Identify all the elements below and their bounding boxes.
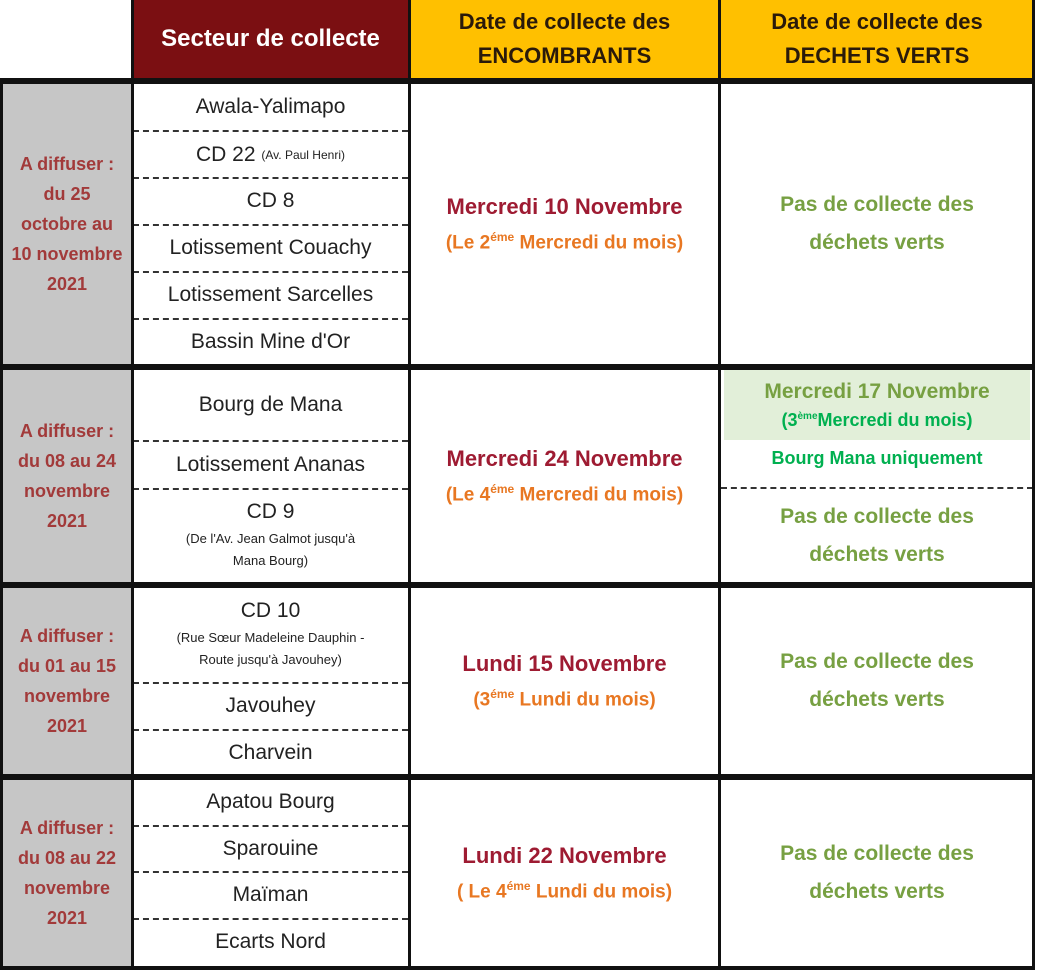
verts-line: déchets verts <box>809 880 945 903</box>
encombrants-date: Lundi 22 Novembre <box>462 842 667 868</box>
sector-name: Javouhey <box>225 694 316 717</box>
verts-line: Pas de collecte des <box>780 193 974 216</box>
verts-special-date: Mercredi 17 Novembre <box>764 379 990 403</box>
sector-cell <box>133 919 408 965</box>
sector-divider <box>133 488 408 490</box>
sector-divider <box>133 271 408 273</box>
header-sector-label: Secteur de collecte <box>161 25 380 52</box>
period-row-2 <box>3 370 131 582</box>
sector-cell <box>133 779 408 825</box>
verts-line: déchets verts <box>809 543 945 566</box>
sector-divider <box>133 825 408 827</box>
sector-cell <box>133 826 408 872</box>
verts-cell-row-4 <box>721 780 1033 966</box>
sector-cell <box>133 872 408 918</box>
period-text: 2021 <box>46 274 88 294</box>
period-text: du 25 <box>43 184 91 204</box>
encombrants-date: Mercredi 10 Novembre <box>446 193 683 219</box>
period-row-1 <box>3 84 131 364</box>
verts-special-frequency: (3èmeMercredi du mois) <box>781 409 973 430</box>
sector-name: CD 9 <box>246 499 295 523</box>
period-text: A diffuser : <box>19 154 115 174</box>
sector-divider <box>133 130 408 132</box>
sector-name: CD 8 <box>246 189 295 212</box>
sector-cell <box>133 683 408 729</box>
verts-divider <box>721 487 1033 489</box>
sector-cell <box>133 730 408 776</box>
sector-cell <box>133 225 408 271</box>
period-text: A diffuser : <box>19 626 115 646</box>
sector-divider <box>133 224 408 226</box>
period-text: octobre au <box>20 214 113 234</box>
header-verts-line2: DECHETS VERTS <box>784 43 970 68</box>
sector-name: Ecarts Nord <box>215 930 326 953</box>
header-verts-line1: Date de collecte des <box>771 9 983 34</box>
period-text: 2021 <box>46 908 88 928</box>
verts-cell-row-1 <box>721 84 1033 364</box>
sector-note: (Av. Paul Henri) <box>261 148 345 162</box>
verts-line: déchets verts <box>809 688 945 711</box>
period-text: novembre <box>23 878 111 898</box>
sector-divider <box>133 918 408 920</box>
sector-name: Apatou Bourg <box>206 790 335 813</box>
period-text: du 08 au 24 <box>17 451 117 471</box>
period-text: A diffuser : <box>19 818 115 838</box>
sector-cell <box>133 370 408 440</box>
sector-cell <box>133 489 408 582</box>
encombrants-cell-row-3 <box>411 588 718 774</box>
verts-cell-row-2 <box>721 490 1033 582</box>
verts-line: Pas de collecte des <box>780 505 974 528</box>
sector-name: Sparouine <box>222 837 319 860</box>
grid-line <box>0 364 1035 370</box>
sector-cell <box>133 319 408 365</box>
sector-divider <box>133 729 408 731</box>
grid-line <box>718 0 721 970</box>
sector-sub: Route jusqu'à Javouhey) <box>199 652 342 667</box>
sector-sub: Mana Bourg) <box>232 552 309 568</box>
sector-divider <box>133 318 408 320</box>
period-text: novembre <box>23 686 111 706</box>
sector-name: CD 10 <box>240 599 301 622</box>
period-text: 2021 <box>46 511 88 531</box>
grid-line <box>0 78 1035 84</box>
header-encombrants-line2: ENCOMBRANTS <box>477 43 652 68</box>
sector-divider <box>133 440 408 442</box>
sector-divider <box>133 682 408 684</box>
sector-divider <box>133 871 408 873</box>
period-text: novembre <box>23 481 111 501</box>
verts-special-only-cell <box>721 442 1033 474</box>
sector-name: CD 22 <box>196 143 256 166</box>
sector-cell <box>133 132 408 178</box>
grid-line <box>131 0 134 970</box>
period-text: A diffuser : <box>19 421 115 441</box>
grid-line <box>0 79 3 970</box>
header-sector <box>133 0 408 78</box>
verts-cell-row-3 <box>721 588 1033 774</box>
period-text: du 01 au 15 <box>17 656 117 676</box>
verts-line: Pas de collecte des <box>780 650 974 673</box>
encombrants-cell-row-1 <box>411 84 718 364</box>
grid-line <box>0 966 1035 970</box>
verts-highlight <box>724 370 1030 440</box>
encombrants-frequency: (Le $2^{éme}$ Mercredi du mois) <box>445 229 684 254</box>
sector-cell <box>133 588 408 682</box>
sector-name: Maïman <box>232 883 309 906</box>
sector-name: Bourg de Mana <box>198 393 343 416</box>
sector-name: Lotissement Sarcelles <box>167 283 374 306</box>
encombrants-frequency: (Le $4^{éme}$ Mercredi du mois) <box>445 481 684 506</box>
encombrants-frequency: ( Le $4^{éme}$ Lundi du mois) <box>456 878 673 903</box>
sector-cell <box>133 84 408 130</box>
verts-line: déchets verts <box>809 231 945 254</box>
sector-name: Charvein <box>228 741 313 764</box>
encombrants-date: Mercredi 24 Novembre <box>446 445 683 471</box>
grid-line <box>408 0 411 970</box>
sector-name: Awala-Yalimapo <box>195 95 346 118</box>
sector-name: Bassin Mine d'Or <box>190 330 351 353</box>
sector-divider <box>133 177 408 179</box>
grid-line <box>0 582 1035 588</box>
verts-special-only: Bourg Mana uniquement <box>771 447 983 468</box>
sector-cell <box>133 442 408 488</box>
header-encombrants <box>411 0 718 78</box>
sector-name: Lotissement Couachy <box>169 236 372 259</box>
period-text: 2021 <box>46 716 88 736</box>
period-text: du 08 au 22 <box>17 848 117 868</box>
sector-cell <box>133 272 408 318</box>
period-row-3 <box>3 588 131 774</box>
grid-line <box>0 774 1035 780</box>
encombrants-cell-row-2 <box>411 370 718 582</box>
header-dechets-verts <box>721 0 1033 78</box>
encombrants-frequency: ($3^{éme}$ Lundi du mois) <box>473 686 656 711</box>
grid-line <box>1032 0 1035 970</box>
sector-sub: (De l'Av. Jean Galmot jusqu'à <box>185 530 356 546</box>
encombrants-cell-row-4 <box>411 780 718 966</box>
period-text: 10 novembre <box>11 244 123 264</box>
sector-cell <box>133 178 408 224</box>
sector-name: Lotissement Ananas <box>175 453 366 476</box>
period-row-4 <box>3 780 131 966</box>
header-encombrants-line1: Date de collecte des <box>458 9 671 34</box>
encombrants-date: Lundi 15 Novembre <box>462 650 667 676</box>
sector-sub: (Rue Sœur Madeleine Dauphin - <box>176 630 365 645</box>
verts-line: Pas de collecte des <box>780 842 974 865</box>
